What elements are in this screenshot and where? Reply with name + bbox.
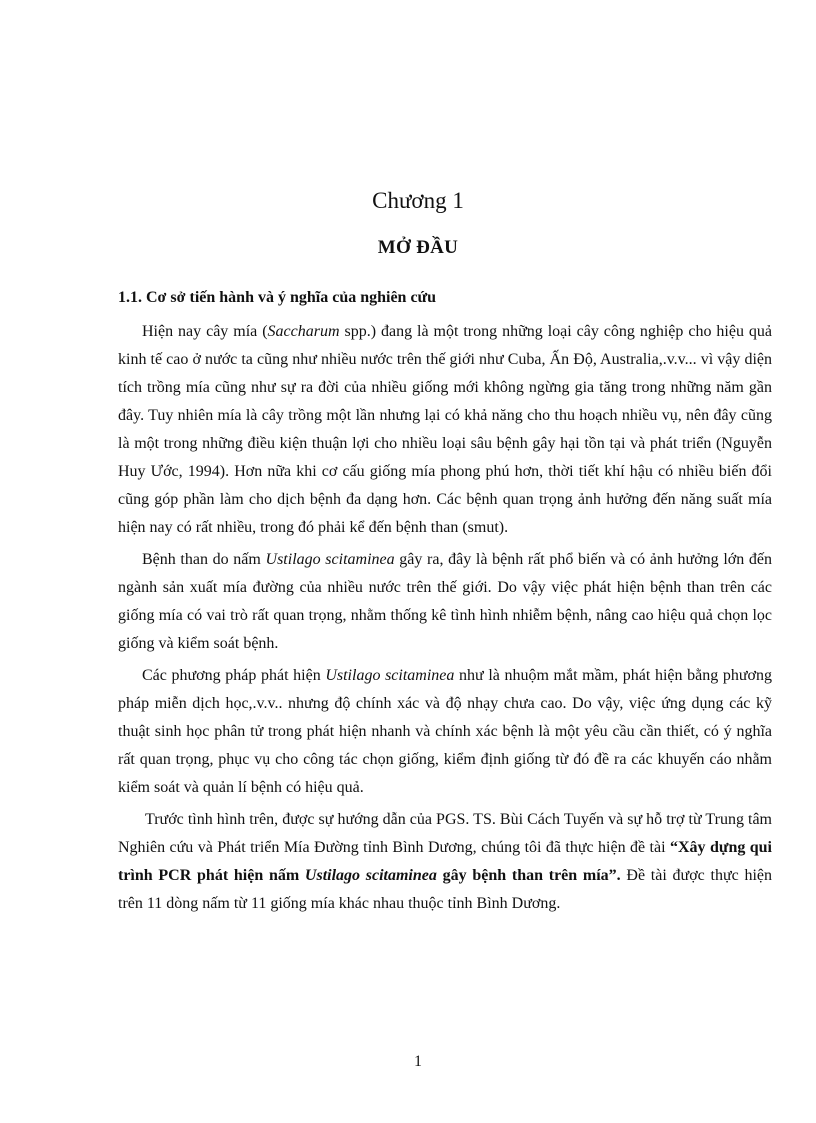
- italic-term: Ustilago scitaminea: [265, 551, 395, 568]
- chapter-title: MỞ ĐẦU: [377, 237, 459, 258]
- italic-term: Saccharum: [267, 323, 340, 340]
- page-number: 1: [414, 1053, 422, 1070]
- italic-term: Ustilago scitaminea: [325, 667, 455, 684]
- body-content: [118, 284, 772, 918]
- text-run: Đề tài được thực hiện trên 11 dòng nấm từ 11 giống mía khác nhau thuộc tỉnh Bình Dương.: [118, 867, 773, 912]
- bold-italic-term: Ustilago scitaminea: [304, 867, 437, 884]
- text-run: Trước tình hình trên, được sự hướng dẫn của PGS. TS. Bùi Cách Tuyến và sự hỗ trợ từ Trung tâm Nghiên cứu và Phát triển Mía Đường tỉnh Bình Dương, chúng tôi đã thực hiện đề tài: [118, 811, 772, 856]
- text-run: gây ra, đây là bệnh rất phổ biến và có ảnh hưởng lớn đến ngành sản xuất mía đường của nhiều nước trên thế giới. Do vậy việc phát hiện bệnh than trên các giống mía có vai trò rất quan trọng, nhằm thống kê tình hình nhiễm bệnh, nâng cao hiệu quả chọn lọc giống và kiểm soát bệnh.: [118, 551, 773, 652]
- paragraph-2: [118, 546, 772, 658]
- paragraph-1: [118, 318, 772, 542]
- section-heading: 1.1. Cơ sở tiến hành và ý nghĩa của nghiên cứu: [118, 289, 437, 306]
- paragraph-4: [118, 806, 772, 918]
- paragraph-3: [118, 662, 772, 802]
- text-run: Bệnh than do nấm: [142, 551, 266, 568]
- bold-term: gây bệnh than trên mía”.: [436, 867, 621, 884]
- text-run: Các phương pháp phát hiện: [142, 667, 326, 684]
- chapter-number: Chương 1: [372, 188, 464, 213]
- text-run: Hiện nay cây mía (: [142, 323, 268, 340]
- text-run: spp.) đang là một trong những loại cây công nghiệp cho hiệu quả kinh tế cao ở nước ta cũng như nhiều nước trên thế giới như Cuba, Ấn Độ, Australia,.v.v... vì vậy diện tích trồng mía cũng như sự ra đời của nhiều giống mới không ngừng gia tăng trong những năm gần đây. Tuy nhiên mía là cây trồng một lần nhưng lại có khả năng cho thu hoạch nhiều vụ, nên đây cũng là một trong những điều kiện thuận lợi cho nhiều loại sâu bệnh gây hại tồn tại và phát triển (Nguyễn Huy Ước, 1994). Hơn nữa khi cơ cấu giống mía phong phú hơn, thời tiết khí hậu có nhiều biến đổi cũng góp phần làm cho dịch bệnh đa dạng hơn. Các bệnh quan trọng ảnh hưởng đến năng suất mía hiện nay có rất nhiều, trong đó phải kể đến bệnh than (smut).: [118, 323, 772, 536]
- text-run: như là nhuộm mắt mầm, phát hiện bằng phương pháp miễn dịch học,.v.v.. nhưng độ chính xác và độ nhạy chưa cao. Do vậy, việc ứng dụng các kỹ thuật sinh học phân tử trong phát hiện nhanh và chính xác bệnh là một yêu cầu cần thiết, có ý nghĩa rất quan trọng, phục vụ cho công tác chọn giống, kiểm định giống từ đó đề ra các khuyến cáo nhằm kiểm soát và quản lí bệnh có hiệu quả.: [118, 667, 772, 796]
- bold-term: “Xây dựng qui trình PCR phát hiện nấm: [118, 839, 772, 884]
